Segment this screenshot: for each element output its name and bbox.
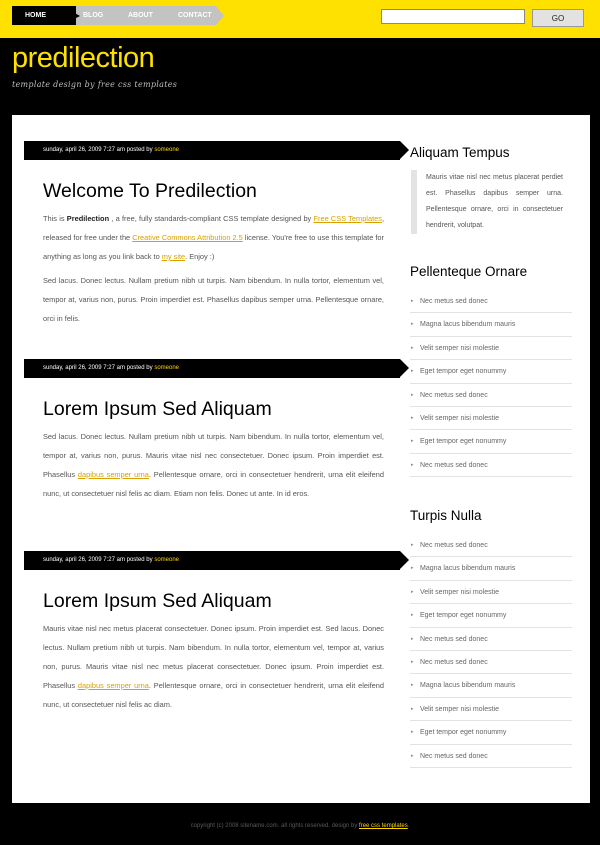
footer-end: . <box>407 823 410 829</box>
sidebar-list-item[interactable] <box>410 360 572 383</box>
sidebar-link[interactable]: Nec metus sed donec <box>420 391 488 399</box>
bullet-icon: ▸ <box>411 344 414 351</box>
my-site-link[interactable]: my site <box>161 252 186 261</box>
sidebar-list-item[interactable] <box>410 290 572 313</box>
post-meta <box>24 359 400 378</box>
site-tagline: template design by free css templates <box>12 80 178 89</box>
sidebar-list-item[interactable] <box>410 384 572 407</box>
bullet-icon: ▸ <box>411 461 414 468</box>
bullet-icon: ▸ <box>411 391 414 398</box>
sidebar-list-item[interactable] <box>410 651 572 674</box>
sidebar-link[interactable]: Velit semper nisi molestie <box>420 705 499 713</box>
meta-arrow-decoration <box>400 551 409 569</box>
sidebar-list-item[interactable] <box>410 674 572 697</box>
footer-copyright: copyright (c) 2008 sitename.com. all rights reserved. design by <box>190 823 360 829</box>
sidebar-link[interactable]: Eget tempor eget nonummy <box>420 612 507 620</box>
nav-blog[interactable]: BLOG <box>83 12 104 19</box>
sidebar-heading: Turpis Nulla <box>410 508 482 523</box>
sidebar-list <box>410 290 572 477</box>
bullet-icon: ▸ <box>411 658 414 665</box>
post-title[interactable]: Lorem Ipsum Sed Aliquam <box>43 398 272 420</box>
dapibus-link[interactable]: dapibus semper urna <box>77 470 149 479</box>
sidebar-link[interactable]: Nec metus sed donec <box>420 542 488 549</box>
post-author-link[interactable]: someone <box>154 365 179 371</box>
sidebar-list-item[interactable] <box>410 698 572 721</box>
meta-arrow-decoration <box>400 359 409 377</box>
sidebar-list-item[interactable] <box>410 557 572 580</box>
sidebar-list <box>410 534 572 768</box>
post-paragraph: Sed lacus. Donec lectus. Nullam pretium nibh ut turpis. Nam bibendum. In nulla tortor, elementum vel, tempor at, varius non, purus. Proin imperdiet est. Phasellus dapibus semper urna. Pellentesque ornare, orci in felis. <box>43 276 384 323</box>
sidebar-link[interactable]: Velit semper nisi molestie <box>420 344 499 352</box>
bullet-icon: ▸ <box>411 368 414 375</box>
sidebar-list-item[interactable] <box>410 430 572 453</box>
post-title[interactable]: Welcome To Predilection <box>43 180 257 202</box>
bullet-icon: ▸ <box>411 682 414 689</box>
bullet-icon: ▸ <box>411 752 414 759</box>
sidebar-link[interactable]: Nec metus sed donec <box>420 635 488 643</box>
sidebar-heading: Aliquam Tempus <box>410 145 510 160</box>
bullet-icon: ▸ <box>411 635 414 642</box>
sidebar-link[interactable]: Velit semper nisi molestie <box>420 414 499 422</box>
post-date: sunday, april 26, 2009 7:27 am posted by <box>43 365 153 371</box>
sidebar-list-item[interactable] <box>410 534 572 557</box>
sidebar-link[interactable]: Eget tempor eget nonummy <box>420 729 507 737</box>
search-input[interactable] <box>381 9 525 24</box>
sidebar-link[interactable]: Nec metus sed donec <box>420 752 488 760</box>
post-body <box>43 619 384 719</box>
bullet-icon: ▸ <box>411 588 414 595</box>
bullet-icon: ▸ <box>411 321 414 328</box>
nav-active-arrow <box>62 6 80 25</box>
meta-arrow-decoration <box>400 141 409 159</box>
search-button[interactable]: GO <box>532 9 584 27</box>
sidebar-list-item[interactable] <box>410 337 572 360</box>
bullet-icon: ▸ <box>411 542 414 548</box>
sidebar-list-item[interactable] <box>410 407 572 430</box>
post-paragraph: Mauris vitae nisl nec metus placerat consectetuer. Donec ipsum. Proin imperdiet est. Sed lacus. Donec lectus. Nullam pretium nibh ut turpis. Nam bibendum. In nulla tortor, elementum vel, tempor at, varius non, purus. Mauris vitae nisl nec metus placerat consectetuer. Donec ipsum. Proin imperdiet est. Phasellus dapibus semper urna. Pellentesque ornare, orci in consectetuer hendrerit, urna elit eleifend nunc, ut consectetuer nisl felis ac diam. <box>43 624 384 709</box>
sidebar-list-item[interactable] <box>410 604 572 627</box>
post-body <box>43 209 384 333</box>
sidebar-link[interactable]: Magna lacus bibendum mauris <box>420 321 516 329</box>
sidebar-list-item[interactable] <box>410 745 572 768</box>
post-author-link[interactable]: someone <box>154 557 179 563</box>
nav-contact[interactable]: CONTACT <box>178 12 212 19</box>
sidebar-link[interactable]: Nec metus sed donec <box>420 298 488 305</box>
bullet-icon: ▸ <box>411 565 414 572</box>
post-meta <box>24 551 400 570</box>
footer-design-link[interactable]: free css templates <box>359 823 408 829</box>
post-title[interactable]: Lorem Ipsum Sed Aliquam <box>43 590 272 612</box>
footer <box>0 823 600 829</box>
bullet-icon: ▸ <box>411 705 414 712</box>
post-paragraph: This is Predilection , a free, fully standards-compliant CSS template designed by Free CSS Templates, released for free under the Creative Commons Attribution 2.5 license. You're free to use this template for anything as long as you link back to my site. Enjoy :) <box>43 214 384 261</box>
sidebar-list-item[interactable] <box>410 313 572 336</box>
sidebar-list-item[interactable] <box>410 721 572 744</box>
bullet-icon: ▸ <box>411 438 414 445</box>
sidebar-link[interactable]: Magna lacus bibendum mauris <box>420 565 516 573</box>
sidebar-list-item[interactable] <box>410 628 572 651</box>
top-bar <box>0 0 600 38</box>
sidebar-quote: Mauris vitae nisl nec metus placerat perdiet est. Phasellus dapibus semper urna. Pellentesque ornare, orci in consectetuer hendrerit, volutpat. <box>411 170 563 234</box>
sidebar-heading: Pellenteque Ornare <box>410 264 528 279</box>
nav-arrow-decoration <box>216 6 224 25</box>
sidebar-list-item[interactable] <box>410 454 572 477</box>
creative-commons-link[interactable]: Creative Commons Attribution 2.5 <box>132 233 243 242</box>
sidebar-link[interactable]: Velit semper nisi molestie <box>420 588 499 596</box>
sidebar-link[interactable]: Eget tempor eget nonummy <box>420 438 507 446</box>
post-author-link[interactable]: someone <box>154 147 179 153</box>
post-body <box>43 427 384 508</box>
sidebar-link[interactable]: Nec metus sed donec <box>420 658 488 666</box>
bullet-icon: ▸ <box>411 298 414 304</box>
nav-about[interactable]: ABOUT <box>128 12 153 19</box>
post-paragraph: Sed lacus. Donec lectus. Nullam pretium nibh ut turpis. Nam bibendum. In nulla tortor, elementum vel, tempor at, varius non, purus. Mauris vitae nisl nec consectetuer. Donec ipsum. Proin imperdiet est. Phasellus dapibus semper urna. Pellentesque ornare, orci in consectetuer hendrerit, urna elit eleifend nunc, ut consectetuer nisl felis ac diam. Etiam non felis. Donec ut ante. In id eros. <box>43 432 384 498</box>
post-date: sunday, april 26, 2009 7:27 am posted by <box>43 147 153 153</box>
sidebar-link[interactable]: Magna lacus bibendum mauris <box>420 682 516 690</box>
site-title[interactable]: predilection <box>12 42 155 74</box>
bullet-icon: ▸ <box>411 729 414 736</box>
sidebar-link[interactable]: Nec metus sed donec <box>420 461 488 469</box>
sidebar-link[interactable]: Eget tempor eget nonummy <box>420 368 507 376</box>
post-meta <box>24 141 400 160</box>
bullet-icon: ▸ <box>411 414 414 421</box>
free-css-templates-link[interactable]: Free CSS Templates <box>313 214 382 223</box>
nav-home[interactable]: HOME <box>25 12 46 19</box>
dapibus-link[interactable]: dapibus semper urna <box>77 681 149 690</box>
post-date: sunday, april 26, 2009 7:27 am posted by <box>43 557 153 563</box>
bullet-icon: ▸ <box>411 612 414 619</box>
sidebar-list-item[interactable] <box>410 581 572 604</box>
template-name: Predilection <box>66 214 110 223</box>
